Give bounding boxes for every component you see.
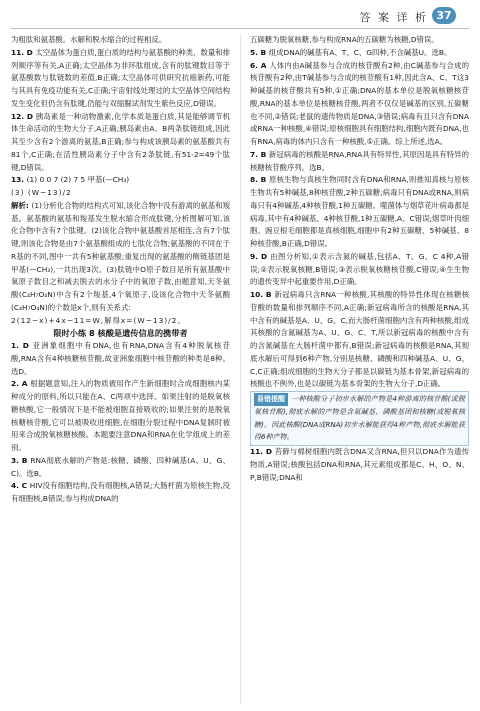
answer-paragraph	[250, 174, 469, 251]
answer-paragraph	[11, 200, 230, 315]
question-number: 8. B	[250, 175, 269, 185]
answer-paragraph	[250, 47, 469, 60]
question-number: 1. D	[11, 341, 33, 350]
answer-paragraph	[250, 60, 469, 149]
paragraph-text: 原核生物与真核生物同时含有DNA和RNA,则推知真核与原核生物共有5种碱基,8种核苷酸,2种五碳糖;病毒只有DNA或RNA,则病毒只有4种碱基,4种核苷酸,1种五碳糖。噬菌体与烟草花叶病毒都是病毒,其中有4种碱基、4种核苷酸,1种五碳糖,A、C错误;烟草叶肉细胞、豌豆根毛细胞都是真核细胞,细胞中有2种五碳糖、5种碱基、8种核苷酸,B正确,D错误。	[250, 175, 469, 248]
paragraph-text: 胰岛素是一种动物激素,化学本质是蛋白质,其是能够调节机体生命活动的生物大分子,A正确;胰岛素由A、B两条肽链组成,因此其至少含有2个游离的氨基,B正确;参与构成该胰岛素的氨基酸共有81个,C正确;在活性胰岛素分子中含有2条肽链,有51-2=49个肽键,D错误。	[11, 111, 230, 172]
answer-paragraph	[11, 111, 230, 175]
answer-paragraph	[250, 149, 469, 175]
question-number: 12. D	[11, 111, 36, 121]
paragraph-text: 组成DNA的碱基有A、T、C、G四种,不含碱基U。选B。	[268, 47, 452, 57]
question-number: 6. A	[250, 60, 270, 70]
question-number: 11. D	[250, 447, 275, 456]
header-rule	[10, 28, 470, 29]
paragraph-text: 为粗肽和氨基酸。水解和脱水缩合的过程相反。	[11, 35, 167, 44]
paragraph-text: (1)分析化合物的结构式可知,该化合物中没有游离的氨基和羧基。氨基酸的氨基和羧基发生脱水缩合形成肽键,分析图解可知,该化合物中含有7个肽键。(2)该化合物中氨基酸首尾相连,含有7个肽键,则该化合物是由7个氨基酸组成的七肽化合物;氨基酸的不同在于R基的不同,图中一共有5种氨基酸;重复出现的氨基酸的侧链基团是甲基(—CH₃),一共出现3次。(3)肽链中O原子数目是所有氨基酸中氧原子数目之和减去脱去的水分子中的氧原子数,由题意知,天冬氨酸(C₄H₇O₄N)中含有2个羧基,4个氧原子,设该化合物中天冬氨酸(C₄H₇O₄N)的个数是x个,则有关系式:	[11, 200, 230, 312]
column-divider	[240, 34, 241, 704]
right-column	[250, 34, 469, 706]
paragraph-text: RNA彻底水解的产物是:核糖、磷酸、四种碱基(A、U、G、C)。选B。	[11, 455, 230, 478]
question-number: 11. D	[11, 47, 36, 57]
page-header	[0, 6, 480, 28]
question-number: 2. A	[11, 379, 31, 389]
question-number: 7. B	[250, 149, 269, 159]
answer-paragraph	[11, 378, 230, 455]
paragraph-text: 苔藓与棉树细胞内既含DNA又含RNA,但只以DNA作为遗传物质,A错误;核酸包括DNA和RNA,其元素组成都是C、H、O、N、P,B错误;DNA和	[250, 447, 469, 482]
tip-text: 一种核酸分子初步水解的产物是4种游离的核苷酸(或脱氧核苷酸),彻底水解的产物是含氮碱基、磷酸基团和核糖(或脱氧核糖)。因此核酸(DNA或RNA)初步水解能获得4种产物,彻底水解能获得6种产物。	[254, 395, 465, 442]
paragraph-text: (1) 0 0 7 (2) 7 5 甲基(—CH₃)	[26, 175, 130, 185]
question-number: 13.	[11, 175, 27, 185]
paragraph-text: 五碳糖为脱氧核糖,参与构成RNA的五碳糖为核糖,D错误。	[250, 35, 439, 44]
paragraph-text: 2(12−x)+4x−11=W,解得x=(W−13)/2。	[11, 315, 186, 325]
error-tip-box	[250, 391, 469, 446]
answer-paragraph	[250, 34, 469, 47]
paragraph-text: 亚洲象细胞中有DNA,也有RNA,DNA含有4种脱氧核苷酸,RNA含有4种核糖核苷酸,故亚洲象细胞中核苷酸的种类是8种。选D。	[11, 341, 230, 376]
tip-label: 易错提醒	[254, 393, 288, 406]
answer-paragraph	[250, 289, 469, 391]
answer-paragraph	[11, 340, 230, 378]
question-number: 10. B	[250, 290, 275, 299]
question-number: 解析:	[11, 200, 32, 210]
answer-paragraph	[11, 34, 230, 47]
question-number: 4. C	[11, 481, 30, 491]
paragraph-text: 太空晶体为蛋白质,蛋白质的结构与氨基酸的种类、数量和排列顺序等有关,A正确;太空晶体为非环肽组成,含有的肽键数目等于氨基酸数与肽链数的差值,B正确;太空晶体可供研究抗癌新药,可能与其具有免疫功能有关,C正确;宇宙射线处理过的太空晶体空间结构发生变化但仍含有肽键,仍能与双缩脲试剂发生紫色反应,D错误。	[11, 47, 230, 108]
question-number: 3. B	[11, 455, 31, 465]
answer-paragraph	[11, 174, 230, 187]
left-column	[11, 34, 230, 706]
page-number-badge: 37	[432, 7, 456, 24]
header-label: 答 案 详 析	[359, 11, 428, 24]
paragraph-text: 新冠病毒的核酸是RNA,RNA具有特异性,其原因是具有特异的核糖核苷酸序列。选B。	[250, 149, 469, 172]
answer-paragraph	[11, 480, 230, 506]
question-number: 9. D	[250, 251, 271, 261]
paragraph-text: 由图分析知,①表示含氮的碱基,包括A、T、G、C 4种,A错误;②表示脱氧核糖,B错误;③表示脱氧核糖核苷酸,C错误;④生生物的遗传变异中起重要作用,D正确。	[250, 251, 469, 287]
question-number: 5. B	[250, 47, 269, 57]
answer-paragraph	[11, 47, 230, 111]
paragraph-text: 人体内由A碱基参与合成的核苷酸有2种,由C碱基参与合成的核苷酸有2种,由T碱基参与合成的核苷酸有1种,因此含A、C、T这3种碱基的核苷酸共有5种,①正确;DNA的基本单位是脱氧核糖核苷酸,RNA的基本单位是核糖核苷酸,两者不仅仅是碱基的区别,五碳糖也不同,②错误;老鼠的遗传物质是DNA,③错误;病毒有且只含有DNA或RNA一种核酸,④错误;原核细胞具有细胞结构,细胞内既有DNA,也有RNA,病毒的体内只含有一种核酸,⑤正确。综上所述,选A。	[250, 60, 469, 146]
answer-paragraph	[250, 251, 469, 289]
paragraph-text: HIV没有细胞结构,没有细胞核,A错误;大肠杆菌为原核生物,没有细胞核,B错误;参与构成DNA的	[11, 481, 230, 503]
answer-paragraph	[11, 455, 230, 481]
paragraph-text: 新冠病毒只含RNA一种核酸,其核酸的特异性体现在核糖核苷酸的数量和排列顺序不同,A正确;新冠病毒所含的核酸是RNA,其中含有的碱基是A、U、G、C,而大肠杆菌细胞内含有两种核酸,组成其核酸的含氮碱基为A、U、G、C、T,所以新冠病毒的核酸中含有的含氮碱基在大肠杆菌中都有,B错误;新冠病毒的核酸是RNA,其彻底水解后可得到6种产物,分别是核糖、磷酸和四种碱基A、U、G、C,C正确;组成细胞的生物大分子都是以碳链为基本骨架,新冠病毒的核酸也不例外,也是以碳链为基本骨架的生物大分子,D正确。	[250, 290, 469, 389]
formula-line	[11, 187, 230, 200]
paragraph-text: 根据题意知,注入的物质被用作产生新细胞时合成细胞核内某种成分的原料,所以只能在A、C两项中选择。如果注射的是脱氧核糖核酸,它一般情况下是不能被细胞直接吸收的;如果注射的是脱氧核糖核苷酸,它可以被吸收进细胞,在细胞分裂过程中DNA复制时被用来合成脱氧核糖核酸。本题要注意DNA和RNA在化学组成上的差别。	[11, 379, 230, 452]
formula-line	[11, 315, 230, 328]
paragraph-text: (3) (W−13)/2	[11, 188, 72, 197]
section-title: 限时小练 8 核酸是遗传信息的携带者	[53, 328, 188, 339]
answer-paragraph	[250, 446, 469, 484]
